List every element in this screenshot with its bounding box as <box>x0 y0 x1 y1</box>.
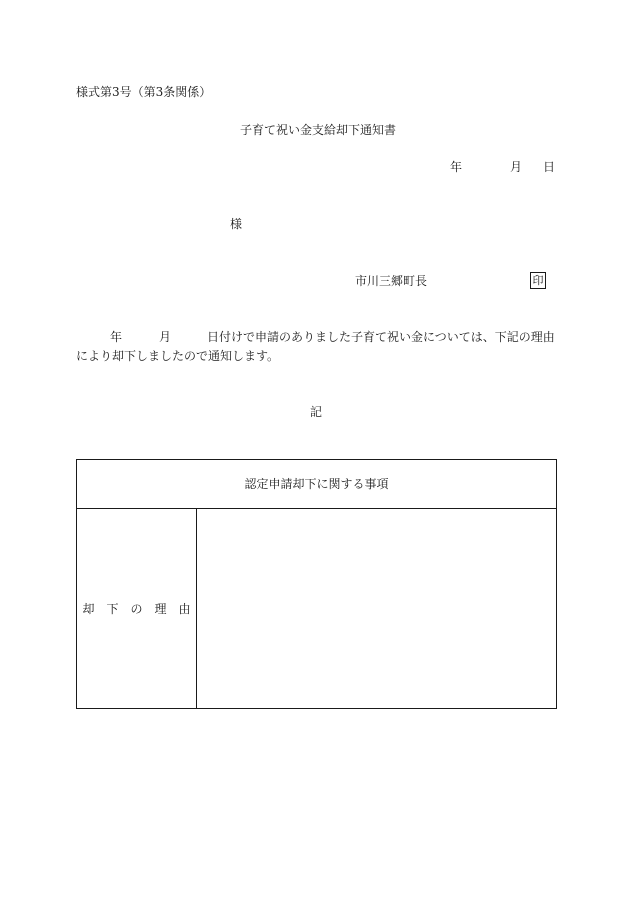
reason-label-cell <box>77 509 203 708</box>
body-text-line-2: により却下しましたので通知します。 <box>76 349 280 363</box>
seal-stamp-box: 印 <box>530 272 546 289</box>
date-day-label: 日 <box>543 160 556 174</box>
body-text-line-1: 日付けで申請のありました子育て祝い金については、下記の理由 <box>207 330 555 344</box>
body-month-label: 月 <box>159 330 172 344</box>
rejection-details-table <box>76 459 557 709</box>
body-year-label: 年 <box>110 330 123 344</box>
date-year-label: 年 <box>450 160 463 174</box>
table-header: 認定申請却下に関する事項 <box>77 460 556 509</box>
reason-content-cell <box>197 509 556 708</box>
reason-label: 却下の理由 <box>82 601 203 616</box>
form-number: 様式第3号（第3条関係） <box>76 85 212 99</box>
addressee-honorific: 様 <box>230 217 243 231</box>
date-month-label: 月 <box>510 160 523 174</box>
document-title: 子育て祝い金支給却下通知書 <box>240 123 397 137</box>
issuer-name: 市川三郷町長 <box>355 274 428 288</box>
ki-heading: 記 <box>310 405 323 419</box>
